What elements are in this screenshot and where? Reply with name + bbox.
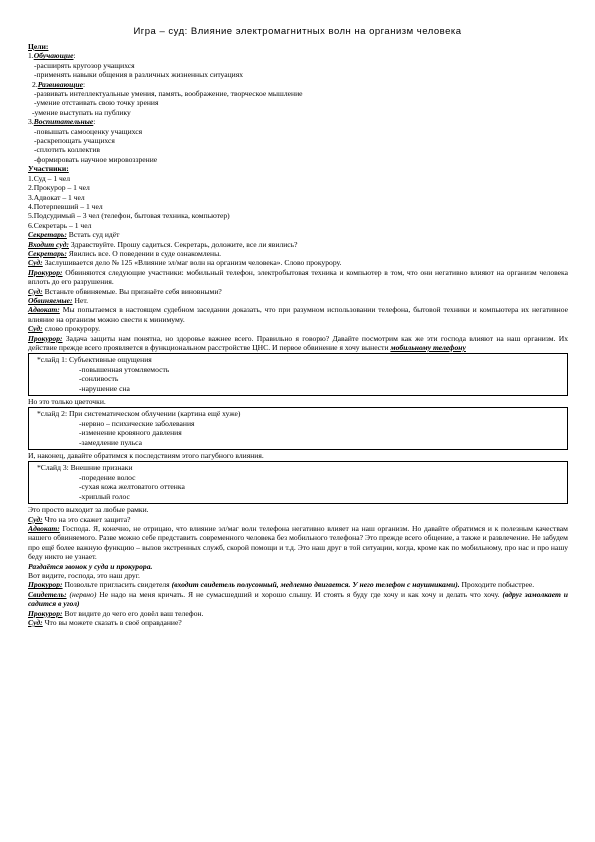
speech: Встать суд идёт <box>66 230 120 240</box>
speech: Нет. <box>72 295 88 305</box>
list-item: -умение выступать на публику <box>32 107 131 117</box>
list-item: -формировать научное мировоззрение <box>34 154 158 164</box>
stage-direction: (входит свидетель полусонный, медленно двигается. У него телефон с наушниками). <box>171 580 460 590</box>
list-item: -умение отстаивать свою точку зрения <box>34 98 159 108</box>
goal-heading: Воспитательные <box>33 117 94 127</box>
speaker: Суд: <box>28 514 43 524</box>
speaker: Суд: <box>28 324 43 334</box>
list-item: -сухая кожа желтоватого оттенка <box>79 482 185 492</box>
speech: Заслушивается дело № 125 «Влияние эл/маг волн на организм человека». Слово прокурору. <box>42 258 342 268</box>
list-item: -поредение волос <box>79 472 136 482</box>
speech: слово прокурору. <box>42 324 101 334</box>
speaker: Секретарь: <box>28 248 67 258</box>
list-item: 1.Суд – 1 чел <box>28 173 71 183</box>
stage-direction: (вдруг замолкает и садится в угол) <box>28 589 568 609</box>
participants-header: Участники: <box>28 164 69 174</box>
speech: Проходите побыстрее. <box>459 580 535 590</box>
speaker: Суд: <box>28 258 43 268</box>
speech: Господа. Я, конечно, не отрицаю, что влияние эл/маг волн телефона негативно влияет на наш организм. Но давайте обратимся и к полезным качествам нашего обвиняемого. Разве можно себе представить современного человека без мобильного телефона? Это прежде всего общение, а также и развлечение. Не забудем про ещё более важную функцию – вызов экстренных служб, скорой помощи и т.д. Это наш друг в той ситуации, когда, кроме как по мобильному, про нас и про нашу беду никто не узнает. <box>28 523 568 562</box>
list-item: 5.Подсудимый – 3 чел (телефон, бытовая техника, компьютер) <box>28 211 230 221</box>
speaker: Адвокат: <box>28 523 60 533</box>
list-item: 6.Секретарь – 1 чел <box>28 220 92 230</box>
speech: Встаньте обвиняемые. Вы признаёте себя виновными? <box>42 286 222 296</box>
slide-box-2 <box>28 407 568 450</box>
goal-num: 2. <box>32 79 38 89</box>
goal-colon: : <box>73 51 76 61</box>
speech: Мы попытаемся в настоящем судебном заседании доказать, что при разумном использовании телефона, бытовой техники и компьютера их негативное влияние на организм можно свести к минимуму. <box>28 305 568 324</box>
speaker: Суд: <box>28 286 43 296</box>
goal-heading: Развивающие <box>37 79 84 89</box>
list-item: 4.Потерпевший – 1 чел <box>28 201 103 211</box>
goal-num: 1. <box>28 51 34 61</box>
stage-direction: Раздаётся звонок у суда и прокурора. <box>28 561 153 571</box>
speech: Задача защиты нам понятна, но здоровье важнее всего. Правильно я говорю? Давайте посмотрим как же эти господа влияют на наш организм. Их действие прежде всего проявляется в функциональном расстройстве ЦНС. И первое обвинение я хочу вынести <box>28 333 568 352</box>
list-item: -нервно – психические заболевания <box>79 418 195 428</box>
narration: И, наконец, давайте обратимся к последствиям этого пагубного влияния. <box>28 451 264 461</box>
goal-colon: : <box>83 79 86 89</box>
list-item: -сплотить коллектив <box>34 145 101 155</box>
slide-heading: *Слайд 3: Внешние признаки <box>37 463 133 473</box>
speaker: Прокурор: <box>28 608 63 618</box>
speaker: Прокурор: <box>28 267 63 277</box>
narration: Это просто выходит за любые рамки. <box>28 505 149 515</box>
list-item: -замедление пульса <box>79 437 143 447</box>
list-item: -изменение кровяного давления <box>79 428 182 438</box>
slide-heading: *слайд 2: При систематическом облучении (картина ещё хуже) <box>37 409 241 419</box>
speaker: Обвиняемые: <box>28 295 73 305</box>
speech: Что вы можете сказать в своё оправдание? <box>42 617 182 627</box>
list-item: -применять навыки общения в различных жизненных ситуациях <box>34 70 244 80</box>
speaker: Суд: <box>28 617 43 627</box>
list-item: 2.Прокурор – 1 чел <box>28 183 90 193</box>
goal-colon: : <box>93 117 96 127</box>
speech: Что на это скажет защита? <box>42 514 131 524</box>
speaker: Свидетель: <box>28 589 67 599</box>
list-item: -нарушение сна <box>79 383 130 393</box>
narration: Вот видите, господа, это наш друг. <box>28 570 140 580</box>
speech: Явились все. О поведении в суде ознакомлены. <box>66 248 222 258</box>
speech: Обвиняются следующие участники: мобильный телефон, электробытовая техника и компьютер в том, что они негативно влияют на организм человека вплоть до его разрушения. <box>28 267 568 287</box>
list-item: -расширять кругозор учащихся <box>34 60 135 70</box>
slide-box-1 <box>28 353 568 396</box>
goals-header: Цели: <box>28 42 49 51</box>
speaker: Секретарь: <box>28 230 67 240</box>
speech: Позвольте пригласить свидетеля <box>62 580 172 590</box>
list-item: -сонливость <box>79 374 119 384</box>
speaker: Прокурор: <box>28 333 63 343</box>
emphasis: мобильному телефону <box>390 343 466 352</box>
goal-heading: Обучающие <box>33 51 74 61</box>
list-item: -раскрепощать учащихся <box>34 136 115 146</box>
slide-heading: *слайд 1: Субъективные ощущения <box>37 355 152 365</box>
list-item: -хриплый голос <box>79 491 130 501</box>
list-item: -развивать интеллектуальные умения, память, воображение, творческое мышление <box>34 89 303 99</box>
speech: Вот видите до чего его довёл ваш телефон. <box>62 608 204 618</box>
list-item: -повышенная утомляемость <box>79 364 170 374</box>
speaker: Адвокат: <box>28 305 60 315</box>
page-title: Игра – суд: Влияние электромагнитных волн на организм человека <box>133 26 462 37</box>
document-body <box>28 42 568 627</box>
speaker: Входит суд: <box>28 239 70 249</box>
speech: Здравствуйте. Прошу садиться. Секретарь, доложите, все ли явились? <box>69 239 298 249</box>
list-item: -повышать самооценку учащихся <box>34 126 143 136</box>
slide-box-3 <box>28 461 568 504</box>
narration: Но это только цветочки. <box>28 397 106 407</box>
goal-num: 3. <box>28 117 34 127</box>
speaker: Прокурор: <box>28 580 63 590</box>
stage-direction: (нервно) <box>69 589 97 599</box>
speech: Не надо на меня кричать. Я не сумасшедший и хорошо слышу. И стоять я буду где хочу и как хочу и делать что хочу. <box>96 589 503 599</box>
list-item: 3.Адвокат – 1 чел <box>28 192 85 202</box>
